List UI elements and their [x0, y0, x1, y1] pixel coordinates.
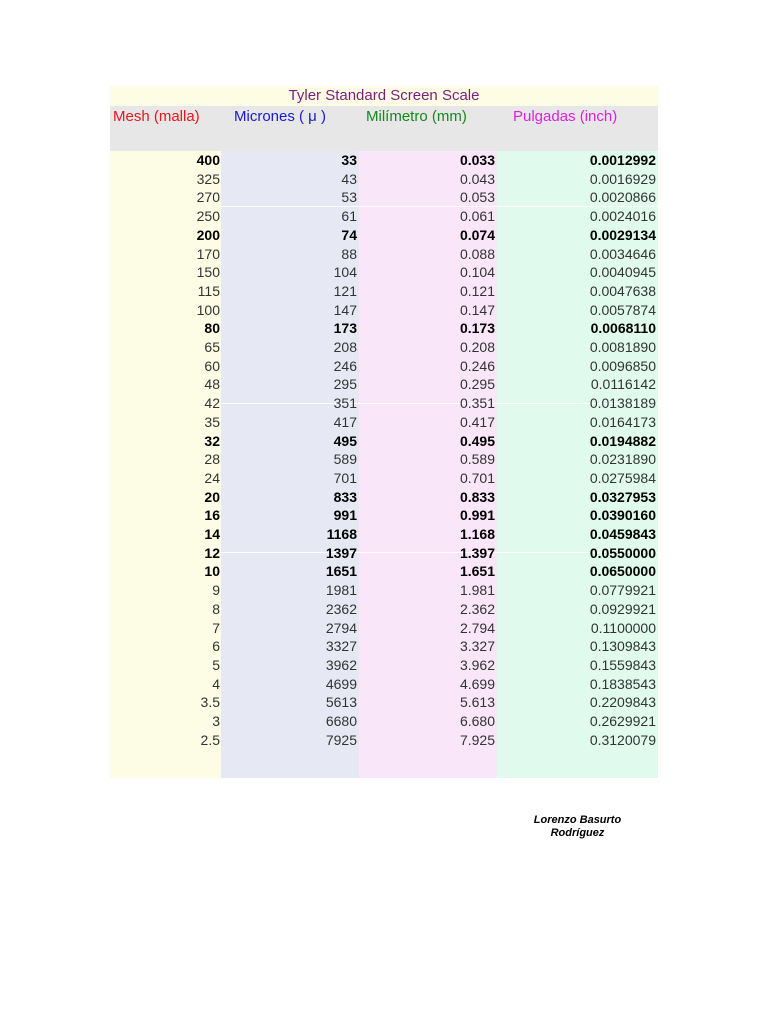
cell-mesh: 35	[204, 413, 220, 430]
cell-inches: 0.1838543	[589, 675, 656, 692]
table-row	[110, 469, 658, 488]
cell-mesh: 6	[212, 638, 220, 655]
cell-inches: 0.0929921	[589, 600, 656, 617]
table-row	[110, 675, 658, 694]
author-credit-line-1: Lorenzo Basurto	[533, 814, 622, 826]
cell-millimeter: 3.327	[459, 638, 495, 655]
table-row	[110, 450, 658, 469]
cell-millimeter: 2.794	[459, 619, 495, 636]
cell-millimeter: 0.701	[459, 469, 495, 486]
cell-millimeter: 0.173	[459, 320, 495, 337]
cell-inches: 0.1309843	[589, 638, 656, 655]
cell-mesh: 10	[204, 563, 220, 580]
cell-inches: 0.1559843	[589, 656, 656, 673]
cell-microns: 1651	[325, 563, 357, 580]
cell-microns: 589	[333, 451, 357, 468]
cell-mesh: 12	[204, 544, 220, 561]
cell-millimeter: 0.121	[459, 282, 495, 299]
cell-millimeter: 5.613	[459, 694, 495, 711]
cell-mesh: 5	[212, 656, 220, 673]
author-credit-line-2: Rodríguez	[550, 827, 605, 839]
cell-mesh: 20	[204, 488, 220, 505]
cell-microns: 1981	[325, 582, 357, 599]
cell-millimeter: 2.362	[459, 600, 495, 617]
cell-millimeter: 0.208	[459, 339, 495, 355]
table-row	[110, 712, 658, 731]
cell-microns: 295	[333, 376, 357, 393]
cell-microns: 833	[333, 488, 357, 505]
table-row	[110, 488, 658, 507]
table-row	[110, 226, 658, 245]
table-row	[110, 693, 658, 712]
cell-inches: 0.0020866	[589, 189, 656, 206]
cell-inches: 0.0550000	[589, 544, 656, 561]
cell-microns: 495	[333, 432, 357, 449]
table-row	[110, 600, 658, 619]
cell-inches: 0.0650000	[589, 563, 656, 580]
table-row	[110, 619, 658, 638]
cell-microns: 4699	[325, 675, 357, 692]
cell-millimeter: 0.074	[459, 226, 495, 243]
cell-millimeter: 0.833	[459, 488, 495, 505]
cell-millimeter: 4.699	[459, 675, 495, 692]
cell-mesh: 42	[204, 395, 220, 412]
table-row	[110, 413, 658, 432]
table-body	[110, 151, 658, 839]
cell-inches: 0.0057874	[589, 301, 656, 318]
cell-mesh: 400	[196, 152, 220, 168]
table-row	[110, 394, 658, 413]
cell-mesh: 3.5	[200, 694, 220, 711]
cell-mesh: 9	[212, 582, 220, 599]
cell-microns: 2362	[325, 600, 357, 617]
table-row	[110, 562, 658, 581]
cell-microns: 1168	[326, 526, 357, 542]
cell-millimeter: 0.043	[459, 170, 495, 187]
table-row	[110, 301, 658, 320]
cell-mesh: 3	[212, 713, 220, 729]
cell-millimeter: 0.104	[459, 264, 495, 281]
cell-inches: 0.0390160	[589, 507, 656, 524]
cell-microns: 33	[341, 152, 357, 168]
cell-millimeter: 0.088	[459, 245, 495, 262]
table-row	[110, 338, 658, 357]
table-row	[110, 151, 658, 170]
cell-mesh: 24	[204, 469, 220, 486]
cell-mesh: 170	[196, 245, 220, 262]
cell-millimeter: 1.981	[459, 582, 495, 599]
cell-inches: 0.1100000	[590, 619, 656, 636]
cell-millimeter: 0.033	[459, 152, 495, 168]
cell-microns: 701	[333, 469, 357, 486]
cell-microns: 991	[333, 507, 357, 524]
cell-microns: 246	[333, 357, 357, 374]
cell-inches: 0.0012992	[589, 152, 656, 168]
cell-mesh: 2.5	[200, 731, 220, 748]
cell-microns: 3962	[325, 656, 357, 673]
table-row	[110, 170, 658, 189]
table-row	[110, 525, 658, 544]
cell-inches: 0.0327953	[589, 488, 656, 505]
cell-inches: 0.0081890	[589, 339, 656, 355]
cell-inches: 0.0194882	[589, 432, 656, 449]
cell-mesh: 16	[204, 507, 220, 524]
cell-inches: 0.0779921	[589, 582, 656, 599]
cell-mesh: 200	[196, 226, 220, 243]
cell-microns: 208	[333, 339, 357, 355]
cell-microns: 104	[333, 264, 357, 281]
cell-inches: 0.0138189	[589, 395, 656, 412]
cell-microns: 88	[341, 245, 357, 262]
cell-millimeter: 0.061	[459, 208, 495, 225]
cell-inches: 0.0116142	[590, 376, 656, 393]
cell-microns: 173	[333, 320, 357, 337]
cell-mesh: 48	[204, 376, 220, 393]
cell-microns: 5613	[325, 694, 357, 711]
cell-mesh: 60	[204, 357, 220, 374]
cell-microns: 74	[341, 226, 357, 243]
table-title: Tyler Standard Screen Scale	[110, 86, 658, 106]
cell-millimeter: 3.962	[459, 656, 495, 673]
cell-inches: 0.0034646	[589, 245, 656, 262]
cell-millimeter: 0.053	[459, 189, 495, 206]
cell-mesh: 80	[204, 320, 220, 337]
cell-inches: 0.0231890	[589, 451, 656, 468]
cell-millimeter: 0.295	[459, 376, 495, 393]
cell-microns: 6680	[325, 713, 357, 729]
cell-microns: 43	[341, 170, 357, 187]
cell-inches: 0.0164173	[589, 413, 656, 430]
header-microns: Micrones ( μ )	[234, 108, 326, 125]
cell-inches: 0.0068110	[590, 320, 656, 337]
table-row	[110, 319, 658, 338]
cell-inches: 0.0096850	[589, 357, 656, 374]
table-row	[110, 282, 658, 301]
cell-mesh: 28	[204, 451, 220, 468]
cell-mesh: 250	[196, 208, 220, 225]
cell-millimeter: 0.991	[459, 507, 495, 524]
header-inches: Pulgadas (inch)	[513, 108, 618, 125]
cell-millimeter: 0.417	[459, 413, 495, 430]
cell-mesh: 325	[196, 170, 220, 187]
cell-microns: 351	[333, 395, 357, 412]
cell-millimeter: 0.246	[459, 357, 495, 374]
table-row	[110, 731, 658, 750]
cell-mesh: 32	[204, 432, 220, 449]
table-row	[110, 357, 658, 376]
cell-inches: 0.0016929	[589, 170, 656, 187]
cell-microns: 7925	[325, 731, 357, 748]
table-row	[110, 637, 658, 656]
cell-mesh: 65	[204, 339, 220, 355]
table-row	[110, 581, 658, 600]
cell-millimeter: 7.925	[459, 731, 495, 748]
cell-inches: 0.0029134	[589, 226, 656, 243]
cell-microns: 417	[333, 413, 357, 430]
cell-inches: 0.2629921	[589, 713, 656, 729]
cell-mesh: 14	[204, 526, 220, 542]
table-row	[110, 207, 658, 226]
cell-millimeter: 0.589	[459, 451, 495, 468]
cell-millimeter: 0.495	[459, 432, 495, 449]
table-row	[110, 506, 658, 525]
cell-mesh: 115	[197, 282, 220, 299]
table-row	[110, 188, 658, 207]
cell-millimeter: 1.397	[459, 544, 495, 561]
cell-mesh: 8	[212, 600, 220, 617]
cell-microns: 1397	[325, 544, 357, 561]
table-row	[110, 375, 658, 394]
cell-microns: 121	[333, 282, 357, 299]
cell-mesh: 150	[196, 264, 220, 281]
cell-inches: 0.2209843	[589, 694, 656, 711]
cell-microns: 147	[333, 301, 357, 318]
header-millimeter: Milímetro (mm)	[366, 108, 467, 125]
table-row	[110, 544, 658, 563]
cell-inches: 0.0275984	[589, 469, 656, 486]
cell-microns: 53	[341, 189, 357, 206]
cell-inches: 0.0040945	[589, 264, 656, 281]
cell-millimeter: 6.680	[459, 713, 495, 729]
cell-millimeter: 1.168	[459, 526, 495, 542]
cell-mesh: 100	[196, 301, 220, 318]
table-row	[110, 656, 658, 675]
cell-inches: 0.0047638	[589, 282, 656, 299]
cell-millimeter: 0.147	[459, 301, 495, 318]
cell-inches: 0.0024016	[589, 208, 656, 225]
cell-mesh: 7	[212, 619, 220, 636]
cell-mesh: 4	[212, 675, 220, 692]
header-mesh: Mesh (malla)	[113, 108, 200, 125]
header-row	[110, 106, 658, 151]
cell-microns: 61	[341, 208, 357, 225]
cell-mesh: 270	[196, 189, 220, 206]
table-row	[110, 245, 658, 264]
cell-inches: 0.3120079	[589, 731, 656, 748]
cell-inches: 0.0459843	[589, 526, 656, 542]
screen-scale-table	[110, 86, 658, 839]
cell-microns: 3327	[325, 638, 357, 655]
cell-millimeter: 1.651	[459, 563, 495, 580]
cell-millimeter: 0.351	[459, 395, 495, 412]
cell-microns: 2794	[325, 619, 357, 636]
table-row	[110, 263, 658, 282]
author-credit	[497, 814, 658, 840]
table-row	[110, 432, 658, 451]
